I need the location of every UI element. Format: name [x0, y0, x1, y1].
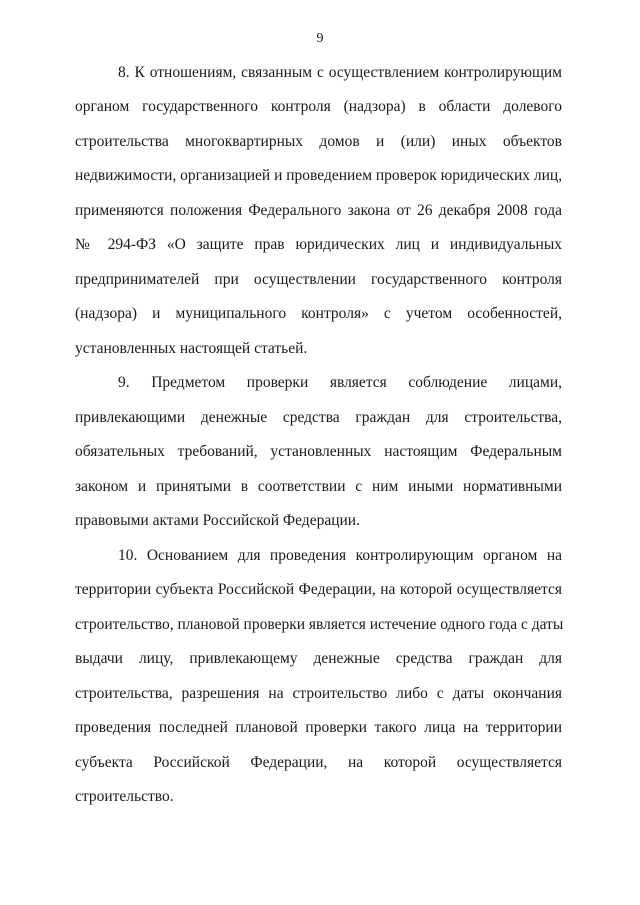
paragraph-line: проведения последней плановой проверки такого лица на территории — [75, 719, 562, 736]
paragraph-line: 9. Предметом проверки является соблюдение лицами, — [118, 374, 562, 391]
paragraph-line: недвижимости, организацией и проведением проверок юридических лиц, — [75, 167, 563, 184]
paragraph-line: 8. К отношениям, связанным с осуществлением контролирующим — [118, 64, 562, 81]
paragraph-line: обязательных требований, установленных настоящим Федеральным — [75, 443, 562, 460]
paragraph-line: строительство, плановой проверки является истечение одного года с даты — [75, 616, 564, 633]
paragraph-line: привлекающими денежные средства граждан для строительства, — [75, 409, 562, 426]
paragraph-line: строительство. — [75, 788, 174, 805]
page-number: 9 — [316, 31, 324, 46]
paragraph-line: применяются положения Федерального закона от 26 декабря 2008 года — [75, 202, 562, 219]
paragraph-line: органом государственного контроля (надзора) в области долевого — [75, 98, 562, 115]
paragraph-line: строительства многоквартирных домов и (или) иных объектов — [75, 133, 562, 150]
paragraph-line: установленных настоящей статьей. — [75, 340, 308, 357]
paragraph-line: территории субъекта Российской Федерации, на которой осуществляется — [75, 581, 562, 598]
paragraph-line: предпринимателей при осуществлении государственного контроля — [75, 271, 562, 288]
paragraph-line: правовыми актами Российской Федерации. — [75, 512, 360, 529]
paragraph-line: субъекта Российской Федерации, на которой осуществляется — [75, 754, 562, 771]
paragraph-line: № 294-ФЗ «О защите прав юридических лиц и индивидуальных — [75, 236, 562, 253]
paragraph-line: (надзора) и муниципального контроля» с учетом особенностей, — [75, 305, 562, 322]
paragraph-line: выдачи лицу, привлекающему денежные средства граждан для — [75, 650, 562, 667]
paragraph-line: 10. Основанием для проведения контролирующим органом на — [118, 547, 562, 564]
paragraph-line: законом и принятыми в соответствии с ним иными нормативными — [75, 478, 562, 495]
paragraph-line: строительства, разрешения на строительство либо с даты окончания — [75, 685, 562, 702]
